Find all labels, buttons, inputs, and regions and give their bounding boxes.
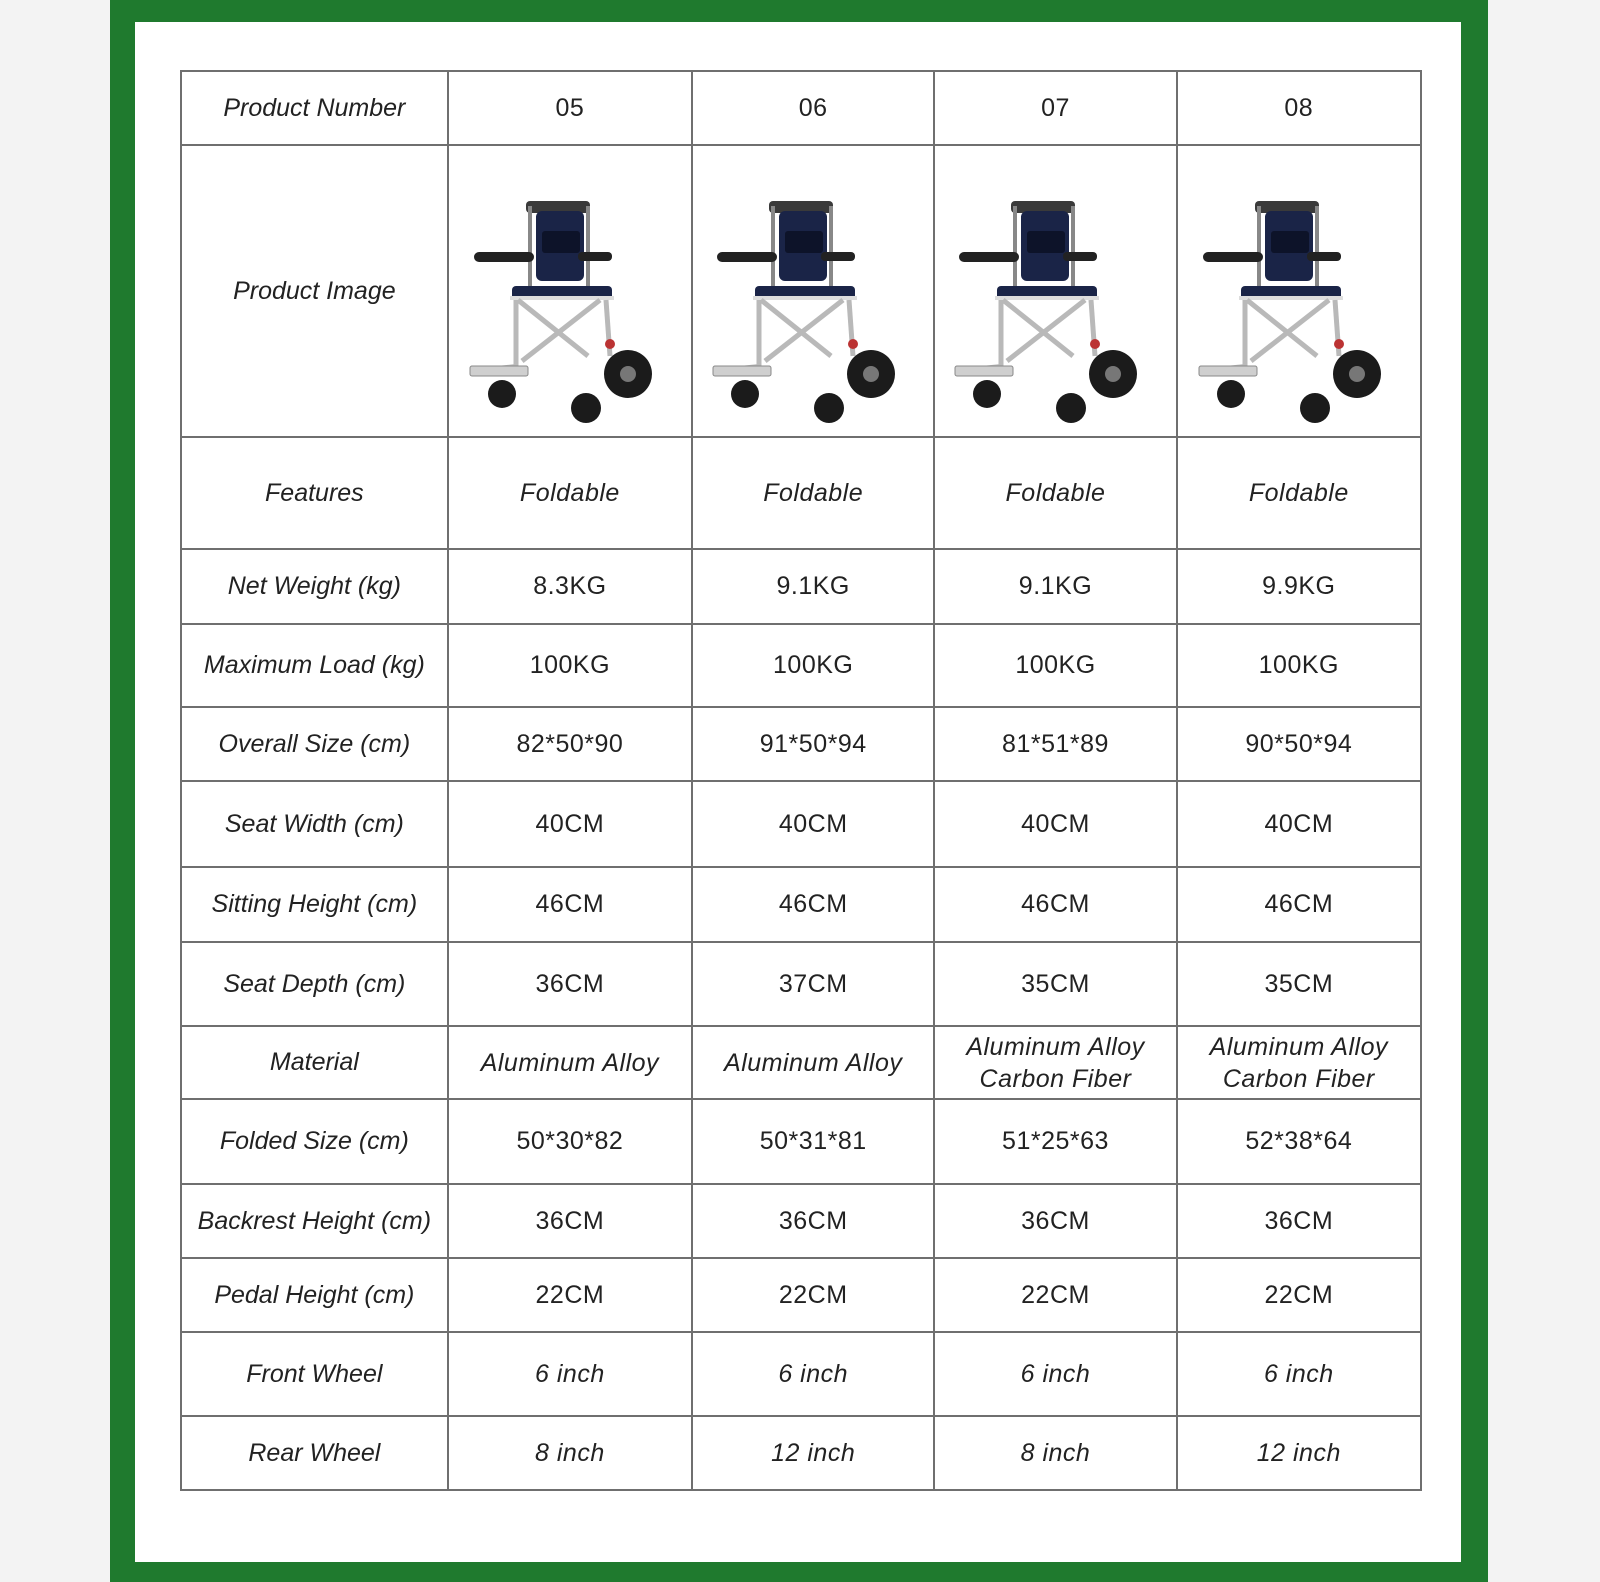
features-08: Foldable — [1177, 437, 1421, 549]
label-seat-width: Seat Width (cm) — [181, 781, 448, 867]
rear-wheel-07: 8 inch — [934, 1416, 1176, 1490]
overall-size-05: 82*50*90 — [448, 707, 692, 781]
label-features: Features — [181, 437, 448, 549]
features-06: Foldable — [692, 437, 934, 549]
row-rear-wheel — [181, 1416, 1421, 1490]
product-image-08 — [1177, 145, 1421, 437]
material-line: Aluminum Alloy — [724, 1048, 903, 1077]
row-maximum-load — [181, 624, 1421, 707]
overall-size-07: 81*51*89 — [934, 707, 1176, 781]
label-maximum-load: Maximum Load (kg) — [181, 624, 448, 707]
material-06 — [692, 1026, 934, 1099]
label-folded-size: Folded Size (cm) — [181, 1099, 448, 1184]
row-material — [181, 1026, 1421, 1099]
label-material: Material — [181, 1026, 448, 1099]
pedal-height-05: 22CM — [448, 1258, 692, 1332]
wheelchair-icon — [703, 156, 923, 426]
front-wheel-08: 6 inch — [1177, 1332, 1421, 1416]
seat-width-06: 40CM — [692, 781, 934, 867]
front-wheel-05: 6 inch — [448, 1332, 692, 1416]
label-product-number: Product Number — [181, 71, 448, 145]
sitting-height-05: 46CM — [448, 867, 692, 942]
backrest-height-08: 36CM — [1177, 1184, 1421, 1258]
product-image-07 — [934, 145, 1176, 437]
front-wheel-06: 6 inch — [692, 1332, 934, 1416]
net-weight-08: 9.9KG — [1177, 549, 1421, 624]
folded-size-05: 50*30*82 — [448, 1099, 692, 1184]
wheelchair-icon — [460, 156, 680, 426]
maximum-load-08: 100KG — [1177, 624, 1421, 707]
folded-size-06: 50*31*81 — [692, 1099, 934, 1184]
product-image-05 — [448, 145, 692, 437]
label-backrest-height: Backrest Height (cm) — [181, 1184, 448, 1258]
features-07: Foldable — [934, 437, 1176, 549]
wheelchair-icon — [1189, 156, 1409, 426]
rear-wheel-06: 12 inch — [692, 1416, 934, 1490]
label-front-wheel: Front Wheel — [181, 1332, 448, 1416]
label-sitting-height: Sitting Height (cm) — [181, 867, 448, 942]
seat-depth-06: 37CM — [692, 942, 934, 1026]
folded-size-07: 51*25*63 — [934, 1099, 1176, 1184]
row-sitting-height — [181, 867, 1421, 942]
backrest-height-06: 36CM — [692, 1184, 934, 1258]
row-backrest-height — [181, 1184, 1421, 1258]
row-seat-depth — [181, 942, 1421, 1026]
row-net-weight — [181, 549, 1421, 624]
material-08 — [1177, 1026, 1421, 1099]
net-weight-05: 8.3KG — [448, 549, 692, 624]
row-overall-size — [181, 707, 1421, 781]
seat-width-05: 40CM — [448, 781, 692, 867]
seat-depth-07: 35CM — [934, 942, 1176, 1026]
seat-width-07: 40CM — [934, 781, 1176, 867]
pedal-height-07: 22CM — [934, 1258, 1176, 1332]
row-front-wheel — [181, 1332, 1421, 1416]
row-folded-size — [181, 1099, 1421, 1184]
material-05 — [448, 1026, 692, 1099]
rear-wheel-05: 8 inch — [448, 1416, 692, 1490]
label-pedal-height: Pedal Height (cm) — [181, 1258, 448, 1332]
pedal-height-06: 22CM — [692, 1258, 934, 1332]
pedal-height-08: 22CM — [1177, 1258, 1421, 1332]
row-product-number — [181, 71, 1421, 145]
label-net-weight: Net Weight (kg) — [181, 549, 448, 624]
seat-depth-05: 36CM — [448, 942, 692, 1026]
overall-size-06: 91*50*94 — [692, 707, 934, 781]
row-pedal-height — [181, 1258, 1421, 1332]
label-rear-wheel: Rear Wheel — [181, 1416, 448, 1490]
rear-wheel-08: 12 inch — [1177, 1416, 1421, 1490]
front-wheel-07: 6 inch — [934, 1332, 1176, 1416]
material-line: Carbon Fiber — [979, 1064, 1132, 1093]
product-number-05: 05 — [448, 71, 692, 145]
maximum-load-05: 100KG — [448, 624, 692, 707]
product-number-06: 06 — [692, 71, 934, 145]
material-line: Carbon Fiber — [1222, 1064, 1375, 1093]
sitting-height-06: 46CM — [692, 867, 934, 942]
seat-width-08: 40CM — [1177, 781, 1421, 867]
product-image-06 — [692, 145, 934, 437]
maximum-load-07: 100KG — [934, 624, 1176, 707]
row-seat-width — [181, 781, 1421, 867]
row-product-image — [181, 145, 1421, 437]
overall-size-08: 90*50*94 — [1177, 707, 1421, 781]
material-line: Aluminum Alloy — [480, 1048, 660, 1077]
backrest-height-05: 36CM — [448, 1184, 692, 1258]
product-number-07: 07 — [934, 71, 1176, 145]
maximum-load-06: 100KG — [692, 624, 934, 707]
material-line: Aluminum Alloy — [1209, 1032, 1388, 1061]
folded-size-08: 52*38*64 — [1177, 1099, 1421, 1184]
label-product-image: Product Image — [181, 145, 448, 437]
sitting-height-07: 46CM — [934, 867, 1176, 942]
spec-table — [180, 70, 1422, 1491]
row-features — [181, 437, 1421, 549]
label-seat-depth: Seat Depth (cm) — [181, 942, 448, 1026]
net-weight-07: 9.1KG — [934, 549, 1176, 624]
backrest-height-07: 36CM — [934, 1184, 1176, 1258]
features-05: Foldable — [448, 437, 692, 549]
sitting-height-08: 46CM — [1177, 867, 1421, 942]
material-line: Aluminum Alloy — [966, 1032, 1145, 1061]
product-number-08: 08 — [1177, 71, 1421, 145]
wheelchair-icon — [945, 156, 1165, 426]
material-07 — [934, 1026, 1176, 1099]
net-weight-06: 9.1KG — [692, 549, 934, 624]
label-overall-size: Overall Size (cm) — [181, 707, 448, 781]
seat-depth-08: 35CM — [1177, 942, 1421, 1026]
